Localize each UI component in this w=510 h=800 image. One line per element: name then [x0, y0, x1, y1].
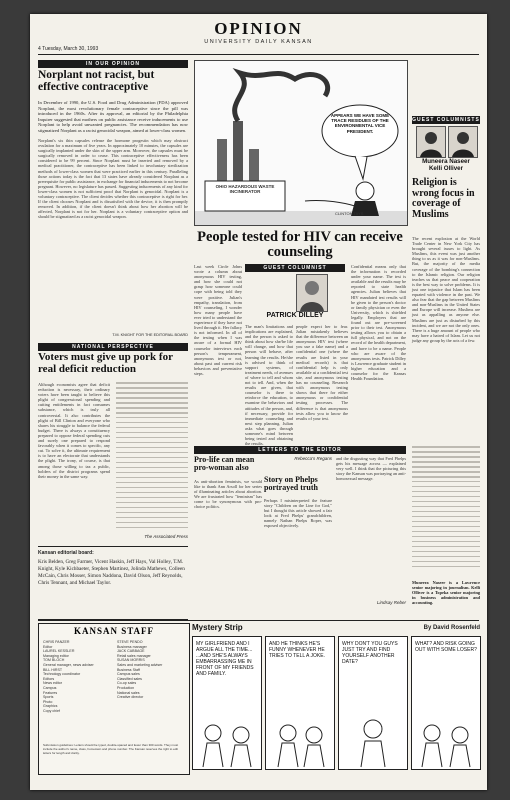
staff-col-right: [117, 640, 185, 700]
religion-body: The recent explosion at the World Trade Center in New York City has brought several issues to light. As Muslims, this event was just another thing to us as it was for non-Muslims. But, the majority of the media coverage of the bombing's connection to the Islamic religion. Our religion teaches us that peace and cooperation is the best way to solve problems. It is just one injustice that Islam has been equated with violence in the past. We also fear that the gap between Muslims and non-Muslims in the United States and Europe will increase. Muslims are just as appalling as anyone else. Muslims are just as disturbed by this incident, and we are not the only ones. There is a huge amount of people who may have a hatred of Islam. Let us not judge any group by the acts of a few.: [412, 236, 480, 343]
hiv-headline: People tested for HIV can receive counseling: [197, 229, 403, 260]
cartoon-sign: OHIO HAZARDOUS WASTE INCINERATOR: [215, 184, 275, 194]
columnist-portrait-icon: [449, 127, 477, 157]
perspective-col-1: Although economists agree that deficit reduction is necessary, their ordinary voters have been taught to believe this plight of congressional spending and cutting entitlements in fact consumes substance, which is truly all controversial. It also contributes the plight of Bill Clinton and everyone who shares his struggle to balance the federal budget. There is always a constituency prepared to oppose federal spending cuts and surely one prepared to respond favorably when it comes to specific, any cut. To solve it, the ultimate requirement is to have an electorate that understands the plight. The irony, of course, is that among those willing to tax a public, holders of the district programs spend their money in the same way.: [38, 382, 110, 479]
staff-line: Business Staff: [117, 667, 140, 672]
staff-line: Production: [117, 685, 135, 690]
paper-name: UNIVERSITY DAILY KANSAN: [204, 39, 313, 45]
columnist-photo-olliver: [448, 126, 478, 158]
staff-line: National sales: [117, 690, 140, 695]
strip-panel-2: [265, 636, 335, 770]
panel-1-text: MY GIRLFRIEND AND I ARGUE ALL THE TIME... ...AND SHE'S ALWAYS EMBARRASSING ME IN FRONT OF MY FRIENDS AND FAMILY.: [196, 641, 254, 677]
editorial-board-members: Kris Belden, Greg Farmer, Vicent Haskin, Jeff Hays, Val Holley, T.M. Knight, Kyle Kichbaeter, Stephen Martinez, Jolinda Mathews, Colleen McCain, Chris Mosser, Simon Naddona, David Olson, Jeff Reynolds, Chris Tennant, and Michael Taylor.: [38, 559, 185, 586]
national-perspective-tag: NATIONAL PERSPECTIVE: [38, 343, 188, 351]
hiv-col-1: Last week Circle Johns wrote a column about anonymous HIV testing, and how she could not grasp how someone could cope with being told they were positive. Julian's empathy, translation, from HIV counseling, I wonder how many people have ever tried to understand the experience if they have not lived through it. Her fallacy is not informed. In all of the testing when I was aware of a formal HIV counselor interviews each person's temperament, anonymous test or not, about past and current risk behaviors and preventative steps.: [194, 264, 242, 376]
strip-panel-4: [411, 636, 481, 770]
guest-columnist-tag: GUEST COLUMNIST: [245, 264, 345, 272]
staff-line: Copy chief: [43, 708, 60, 713]
strip-artist: By David Rosenfeld: [423, 625, 480, 631]
staff-line: Business manager: [117, 644, 147, 649]
guest-columnist-name: PATRICK DILLEY: [266, 312, 324, 319]
our-opinion-tag: IN OUR OPINION: [38, 60, 188, 68]
staff-line: JACK CABBAGE: [117, 649, 145, 654]
masthead-rule: [38, 54, 479, 55]
editorial-lead: In December of 1990, the U.S. Food and Drug Administration (FDA) approved Norplant, the most revolutionary female contraceptive since the pill was introduced in the 1960s. After its approval, an editorial by the Philadelphia Inquirer suggested that mothers on public assistance receive inducements to use Norplant to help avoid unwanted pregnancies. The recommendation has now stigmatized Norplant as a racist genocidal weapon, aimed at lower-class women.: [38, 100, 188, 133]
religion-body-continued: [412, 446, 480, 574]
staff-line: CHRIS PANZER: [43, 640, 70, 644]
staff-line: Editors: [43, 676, 55, 681]
letters-tag: LETTERS TO THE EDITOR: [194, 446, 406, 454]
strip-panel-1: [192, 636, 262, 770]
staff-line: Sports: [43, 695, 54, 700]
staff-line: LAUREL KESSLER: [43, 649, 75, 654]
letter-2-headline: Story on Phelps portrayed truth: [264, 475, 318, 493]
staff-line: Retail sales manager: [117, 653, 151, 658]
panel-4-text: WHAT? AND RISK GOING OUT WITH SOME LOSER?: [415, 641, 477, 653]
panel-4-figures: [412, 637, 480, 769]
editorial-body: Norplant's six thin capsules release the hormone progestin which may obstruct ovulation for a maximum of five years. In approximately 10 minutes, the capsules are surgically implanted under the skin of the upper arm. Moreover, the capsules must be surgically removed in order to cease. This contraceptive effectiveness has been considered to be 99 percent. Since Norplant must be inserted and removed by a medical practitioner, the contraceptive has been linked to involuntary sterilization methods of lower-class women that were practiced earlier in this century. Paralleling those actions today is the fact that 13 states have already considered Norplant as a prerequisite for public assistance, in exchange for financial inducements to not become pregnant. However, no legislature has passed. Suggesting inducements of any kind for lower-class women is not sufficient proof that Norplant is genocidal. Norplant is a voluntary contraceptive. The client decides whether this contraceptive is right for her. If the client chooses Norplant and is dissatisfied with the device, it is then promptly removed. In addition, if the client doesn't think about how her abortion will be affected, Norplant is not for her. Norplant is a voluntary contraceptive option and should be stigmatized as a racist genocidal weapon.: [38, 138, 188, 220]
letter-2-body: Perhaps I misinterpreted the feature story "Children on the Line for God," but I thought this article showed a fair look at Fred Phelps' grandchildren, namely Nathan Phelps Roper, was exposed objectively.: [264, 498, 332, 529]
kansan-staff-title: KANSAN STAFF: [73, 626, 155, 636]
staff-line: Graphics: [43, 704, 58, 709]
staff-line: News editor: [43, 681, 62, 686]
letter-2-continued: and the disgusting way that Fred Phelps gets his message across — explained very well. I think that the picturing this story the Kansan was portraying an anti-homosexual message.: [336, 456, 406, 482]
staff-line: Features: [43, 690, 58, 695]
newspaper-page: [30, 14, 487, 790]
letter-1-headline: Pro-life can mean pro-woman also: [194, 455, 255, 473]
columnist-portrait-icon: [297, 275, 327, 311]
panel-3-figures: [339, 637, 407, 769]
staff-line: Campus: [43, 685, 57, 690]
editorial-board-box: [38, 546, 188, 620]
perspective-col-2: [116, 382, 188, 532]
staff-line: SUSAN MORRIS: [117, 658, 145, 663]
staff-line: Managing editor: [43, 653, 69, 658]
religion-headline: Religion is wrong focus in coverage of Muslims: [412, 177, 475, 220]
editorial-headline: Norplant not racist, but effective contraceptive: [38, 69, 155, 94]
cartoon-credit: CLINTON TAYS: [335, 211, 364, 216]
letter-1-body: As anti-abortion feminists, we would like to thank Ann Arsoll for her series of illuminating articles about abortion. We are frustrated how "feminism" has come to be synonymous with pro-choice politics.: [194, 479, 262, 510]
religion-footer: Muneera Naseer is a Lawrence senior majoring in journalism. Kelli Olliver is a Topeka senior majoring in business administration and accounting.: [412, 580, 480, 606]
editorial-board-title: Kansan editorial board:: [38, 550, 94, 556]
perspective-author: The Associated Press: [144, 534, 188, 539]
staff-line: Photo: [43, 699, 53, 704]
strip-rule: [38, 620, 479, 621]
cartoon-drawing: [195, 61, 407, 225]
staff-line: Co-op sales: [117, 681, 137, 686]
hiv-col-3: people expect her to fear. Julian mistakenly believes that the difference between an anonymous HIV test (where you use a fake name) and a confidential one (where the results are listed in your medical records) is that confidential help is only available at a confidential test site, and anonymous testing has no counseling. Research with anonymous testing shows that there for either anonymous or confidential testing processes. The difference is that anonymous tests allow you to know the results of your test.: [296, 324, 348, 421]
panel-2-figures: [266, 637, 334, 769]
columnist-photo-naseer: [416, 126, 446, 158]
panel-2-text: AND HE THINKS HE'S FUNNY WHENEVER HE TRIES TO TELL A JOKE.: [269, 641, 325, 659]
editorial-cartoon: [194, 60, 408, 226]
hiv-col-2: The man's limitations and implications are explained, and the person is asked to think about how she/he life will change, and how that person will behave, after learning the results. He/she is advised to think of support systems, of treatment needs, of avenues of where to tell and whom not to tell. And, when the results are given, that counselor is there to reinforce the education, to examine the behaviors and attitudes of the person, and, if necessary, provide for immediate counseling and next step planning. Julian asks what goes through someone's mind between being tested and obtaining the results.: [245, 324, 293, 447]
staff-line: General manager, news adviser: [43, 662, 94, 667]
staff-line: Creative director: [117, 695, 144, 700]
staff-line: Sales and marketing adviser: [117, 662, 163, 667]
panel-3-text: WHY DON'T YOU GUYS JUST TRY AND FIND YOURSELF ANOTHER DATE?: [342, 641, 398, 665]
kansan-staff-box: [38, 623, 190, 775]
staff-line: Classified sales: [117, 676, 142, 681]
guest-columnists-names: Muneera Naseer Kelli Olliver: [422, 158, 470, 172]
staff-line: TOM BLOCH: [43, 658, 65, 663]
staff-line: Campus sales: [117, 672, 140, 677]
staff-line: Technology coordinator: [43, 672, 81, 677]
mystery-strip: [192, 624, 480, 774]
columnist-portrait-icon: [417, 127, 445, 157]
perspective-headline: Voters must give up pork for real deficit reduction: [38, 351, 173, 375]
issue-date: 4 Tuesday, March 30, 1993: [38, 46, 99, 52]
hiv-col-4: Confidential means only that the information is recorded under your name. The test is available and the results may be reported to state health agencies. Julian believes that HIV mandated test results will be given to the person's doctor or family physician or even the University, which is shielded legally. Employers that are found out are pre-screened prior to their test. Anonymous testing allows you to obtain a full physical, and not on the record of the health department, and have to be a name. People who are aware of the anonymous tests. Patrick Dilley is Lawrence graduate student in higher education and a counselor for the Kansas Health Foundation.: [351, 264, 407, 382]
staff-line: STEVE PENDO: [117, 640, 143, 644]
strip-title: Mystery Strip: [192, 623, 243, 632]
staff-footer: Submission guidelines: Letters should be typed, double-spaced and fewer than 300 words. They must include the author's name, class, hometown and phone number. The Kansan reserves the right to edit letters for length and clarity.: [43, 743, 179, 755]
strip-panel-3: [338, 636, 408, 770]
panel-1-figures: [193, 637, 261, 769]
staff-col-left: [43, 640, 111, 714]
editorial-signoff: T.M. KNIGHT FOR THE EDITORIAL BOARD: [112, 333, 188, 337]
guest-columnists-tag: GUEST COLUMNISTS: [412, 117, 480, 123]
letter-1-signature: Rebecca's Regans: [294, 456, 332, 461]
staff-line: BILL HIRST: [43, 667, 63, 672]
staff-line: Editor: [43, 644, 53, 649]
letter-2-signature: Lindsay Reber: [376, 600, 406, 605]
cartoon-speech: APPEARS WE HAVE SOME TRACE RESIDUES OF THE ENVIRONMENTAL VICE PRESIDENT.: [330, 113, 390, 134]
columnist-photo: [296, 274, 328, 312]
section-title: OPINION: [214, 19, 303, 38]
